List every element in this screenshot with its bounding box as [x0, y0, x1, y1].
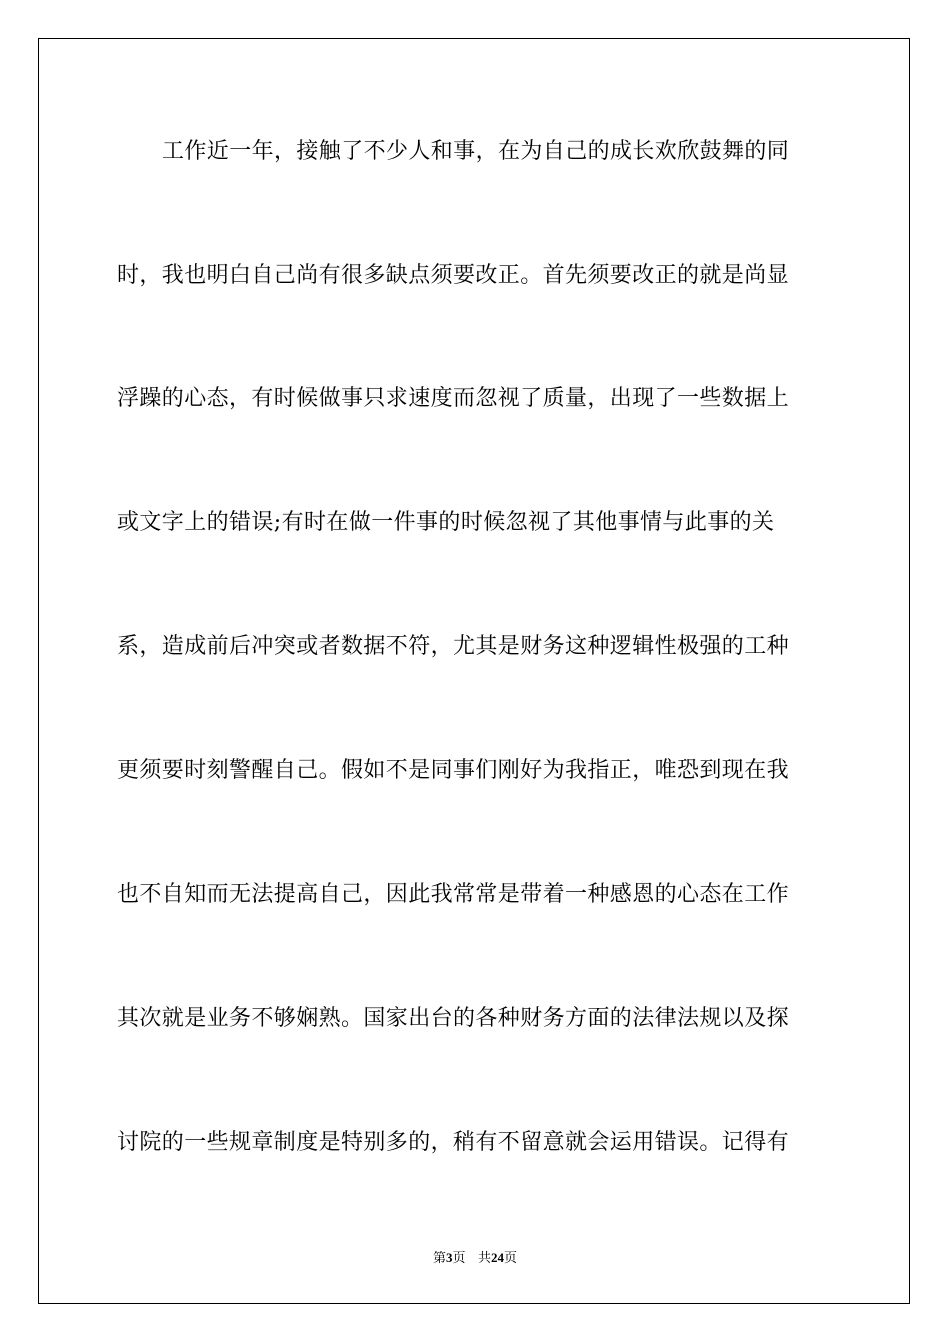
page-prefix: 第 [433, 1251, 447, 1266]
total-suffix: 页 [503, 1251, 517, 1266]
page-border [38, 38, 910, 1304]
page-number: 3 [446, 1250, 453, 1265]
paragraph-line-1: 工作近一年，接触了不少人和事，在为自己的成长欢欣鼓舞的同 [162, 139, 790, 164]
paragraph-line-7: 也不自知而无法提高自己，因此我常常是带着一种感恩的心态在工作 [117, 882, 790, 907]
paragraph-line-9: 讨院的一些规章制度是特别多的，稍有不留意就会运用错误。记得有 [117, 1130, 790, 1155]
paragraph-line-3: 浮躁的心态，有时候做事只求速度而忽视了质量，出现了一些数据上 [117, 386, 790, 411]
total-pages: 24 [490, 1250, 504, 1265]
paragraph-line-8: 其次就是业务不够娴熟。国家出台的各种财务方面的法律法规以及探 [117, 1006, 790, 1031]
page-footer [0, 1247, 950, 1266]
page-suffix: 页 [452, 1251, 466, 1266]
total-prefix: 共 [477, 1251, 491, 1266]
paragraph-line-2: 时，我也明白自己尚有很多缺点须要改正。首先须要改正的就是尚显 [117, 263, 790, 288]
paragraph-line-5: 系，造成前后冲突或者数据不符，尤其是财务这种逻辑性极强的工种 [117, 634, 790, 659]
paragraph-line-4: 或文字上的错误;有时在做一件事的时候忽视了其他事情与此事的关 [117, 510, 775, 535]
paragraph-line-6: 更须要时刻警醒自己。假如不是同事们刚好为我指正，唯恐到现在我 [117, 758, 790, 783]
